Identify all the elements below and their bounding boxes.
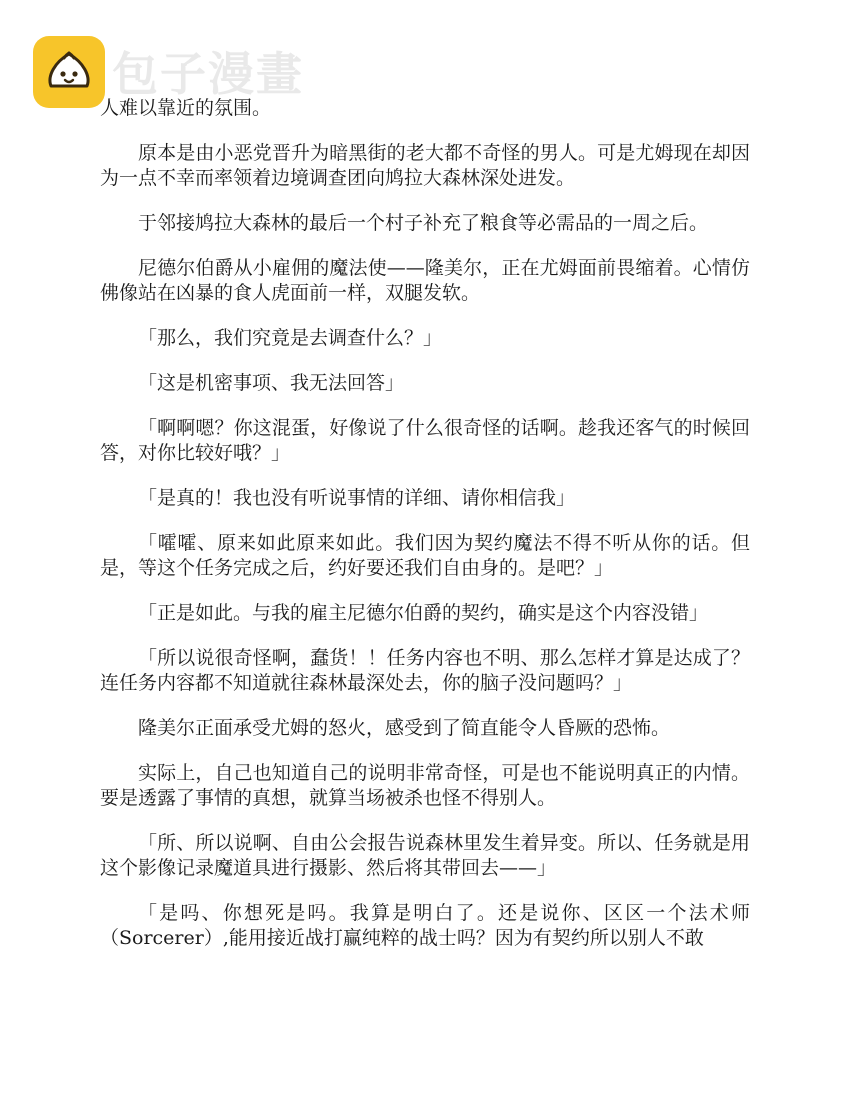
- chapter-body: [100, 96, 750, 971]
- paragraph: 「这是机密事项、我无法回答」: [138, 372, 405, 394]
- paragraph: 人难以靠近的氛围。: [100, 97, 272, 119]
- watermark-text: 包子漫畫: [112, 47, 304, 101]
- paragraph: 原本是由小恶党晋升为暗黑街的老大都不奇怪的男人。可是尤姆现在却因为一点不幸而率领着边境调查团向鸠拉大森林深处进发。: [100, 142, 750, 189]
- paragraph: 「是真的！我也没有听说事情的详细、请你相信我」: [138, 487, 576, 509]
- paragraph: 「所、所以说啊、自由公会报告说森林里发生着异变。所以、任务就是用这个影像记录魔道具进行摄影、然后将其带回去——」: [100, 832, 750, 879]
- steamed-bun-logo-icon: [33, 36, 105, 108]
- paragraph: 「啊啊嗯？你这混蛋，好像说了什么很奇怪的话啊。趁我还客气的时候回答，对你比较好哦？」: [100, 417, 750, 464]
- paragraph: 「所以说很奇怪啊，蠢货！！任务内容也不明、那么怎样才算是达成了？连任务内容都不知道就往森林最深处去，你的脑子没问题吗？」: [100, 647, 750, 694]
- paragraph: 「是吗、你想死是吗。我算是明白了。还是说你、区区一个法术师（Sorcerer）,能用接近战打赢纯粹的战士吗？因为有契约所以别人不敢: [100, 902, 750, 949]
- paragraph: 尼德尔伯爵从小雇佣的魔法使——隆美尔，正在尤姆面前畏缩着。心情仿佛像站在凶暴的食人虎面前一样，双腿发软。: [100, 257, 750, 304]
- paragraph: 「正是如此。与我的雇主尼德尔伯爵的契约，确实是这个内容没错」: [138, 602, 709, 624]
- paragraph: 「嚯嚯、原来如此原来如此。我们因为契约魔法不得不听从你的话。但是，等这个任务完成之后，约好要还我们自由身的。是吧？」: [100, 532, 750, 579]
- paragraph: 实际上，自己也知道自己的说明非常奇怪，可是也不能说明真正的内情。要是透露了事情的真想，就算当场被杀也怪不得别人。: [100, 762, 750, 809]
- paragraph: 隆美尔正面承受尤姆的怒火，感受到了简直能令人昏厥的恐怖。: [138, 717, 671, 739]
- paragraph: 于邻接鸠拉大森林的最后一个村子补充了粮食等必需品的一周之后。: [138, 212, 709, 234]
- paragraph: 「那么，我们究竟是去调查什么？」: [138, 327, 443, 349]
